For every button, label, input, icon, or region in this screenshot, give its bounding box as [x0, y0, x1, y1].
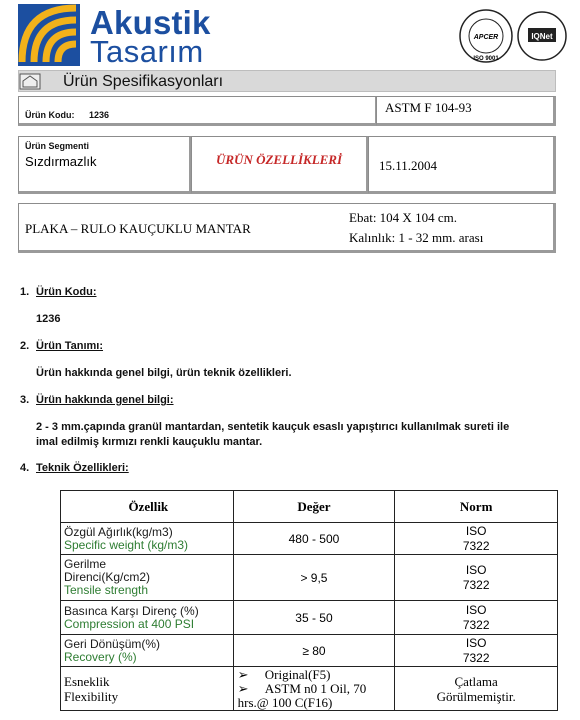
property-en: Recovery (%) [64, 649, 137, 664]
tech-spec-table [60, 490, 558, 711]
property-en: Compression at 400 PSI [64, 616, 195, 631]
norm-line1: ISO [465, 602, 487, 617]
header-norm: Norm [395, 491, 558, 523]
header-property: Özellik [61, 491, 234, 523]
cert-iqnet-text: IQNet [531, 32, 553, 41]
spec-title-bar [18, 70, 556, 92]
value-bullet-2 [238, 682, 395, 710]
norm-line1: Çatlama [454, 673, 498, 689]
section-2-number: 2. [20, 340, 30, 352]
norm-line2: 7322 [462, 538, 490, 553]
section-3-number: 3. [20, 394, 30, 406]
property-cell [61, 601, 234, 635]
property-cell [61, 667, 234, 711]
table-row [61, 667, 558, 711]
cert-apcer-text: APCER [473, 34, 499, 41]
property-tr: Gerilme Direnci(Kg/cm2) [64, 557, 151, 584]
property-tr: Basınca Karşı Direnç (%) [64, 603, 199, 618]
certification-seal-icon [458, 8, 568, 64]
product-code-label: Ürün Kodu: [25, 110, 75, 120]
value-cell: ≥ 80 [233, 635, 395, 667]
company-logo [18, 4, 211, 69]
section-3-body-line1: 2 - 3 mm.çapında granül mantardan, sentetik kauçuk esaslı yapıştırıcı kullanılmak sureti ile [36, 421, 510, 433]
norm-line2: 7322 [462, 617, 490, 632]
segment-label: Ürün Segmenti [25, 141, 90, 151]
property-tr: Esneklik [64, 673, 110, 689]
section-1-body: 1236 [36, 313, 61, 325]
norm-cell [395, 523, 558, 555]
brand-name-line1: Akustik [90, 4, 211, 41]
section-4-number: 4. [20, 462, 30, 474]
logo-waves-icon [18, 4, 80, 66]
header-value: Değer [233, 491, 395, 523]
property-en: Specific weight (kg/m3) [64, 537, 189, 552]
norm-cell [395, 635, 558, 667]
product-code-box [18, 96, 378, 126]
norm-line2: 7322 [462, 577, 490, 592]
table-row [61, 555, 558, 601]
value-bullet-1 [238, 668, 395, 682]
bullet-1-text: Original(F5) [264, 666, 331, 682]
segment-value: Sızdırmazlık [25, 154, 97, 169]
section-4-title: Teknik Özellikleri: [36, 462, 129, 474]
arrow-bullet-icon: ➢ [237, 680, 249, 696]
section-1-number: 1. [20, 286, 30, 298]
standard-value: ASTM F 104-93 [385, 100, 472, 115]
standard-box [376, 96, 556, 126]
property-tr: Geri Dönüşüm(%) [64, 636, 161, 651]
value-cell [233, 667, 395, 711]
features-label: ÜRÜN ÖZELLİKLERİ [216, 152, 343, 167]
norm-cell [395, 555, 558, 601]
section-3-body-line2: imal edilmiş kırmızı renkli kauçuklu mantar. [36, 436, 263, 448]
table-row [61, 523, 558, 555]
norm-line2: Görülmemiştir. [436, 688, 516, 704]
arrow-bullet-icon: ➢ [237, 666, 249, 682]
norm-line1: ISO [465, 562, 487, 577]
features-box [191, 136, 369, 194]
product-thickness: Kalınlık: 1 - 32 mm. arası [349, 230, 484, 245]
property-en: Tensile strength [64, 583, 149, 597]
table-header-row [61, 491, 558, 523]
product-code-value: 1236 [89, 110, 110, 120]
house-icon [19, 73, 41, 90]
norm-line1: ISO [465, 523, 487, 538]
property-en: Flexibility [64, 688, 119, 704]
norm-cell [395, 601, 558, 635]
product-size: Ebat: 104 X 104 cm. [349, 210, 457, 225]
bullet-2-text: ASTM n0 1 Oil, 70 hrs.@ 100 C(F16) [237, 680, 367, 710]
section-3-title: Ürün hakkında genel bilgi: [36, 394, 174, 406]
property-cell [61, 523, 234, 555]
norm-line2: 7322 [462, 650, 490, 665]
property-cell [61, 635, 234, 667]
spec-date: 15.11.2004 [379, 158, 438, 173]
date-box [368, 136, 556, 194]
section-2-body: Ürün hakkında genel bilgi, ürün teknik özellikleri. [36, 367, 292, 379]
segment-box [18, 136, 192, 194]
section-1-title: Ürün Kodu: [36, 286, 97, 298]
product-name: PLAKA – RULO KAUÇUKLU MANTAR [25, 221, 251, 236]
section-2-title: Ürün Tanımı: [36, 340, 104, 352]
value-cell: 35 - 50 [233, 601, 395, 635]
product-box [18, 203, 556, 253]
property-tr: Özgül Ağırlık(kg/m3) [64, 524, 173, 539]
value-cell: 480 - 500 [233, 523, 395, 555]
spec-title: Ürün Spesifikasyonları [63, 73, 224, 90]
norm-line1: ISO [465, 635, 487, 650]
norm-cell [395, 667, 558, 711]
table-row [61, 635, 558, 667]
cert-iso-text: ISO 9001 [473, 56, 499, 62]
value-cell: > 9,5 [233, 555, 395, 601]
table-row [61, 601, 558, 635]
brand-name-line2: Tasarım [90, 34, 204, 69]
property-cell [61, 555, 234, 601]
